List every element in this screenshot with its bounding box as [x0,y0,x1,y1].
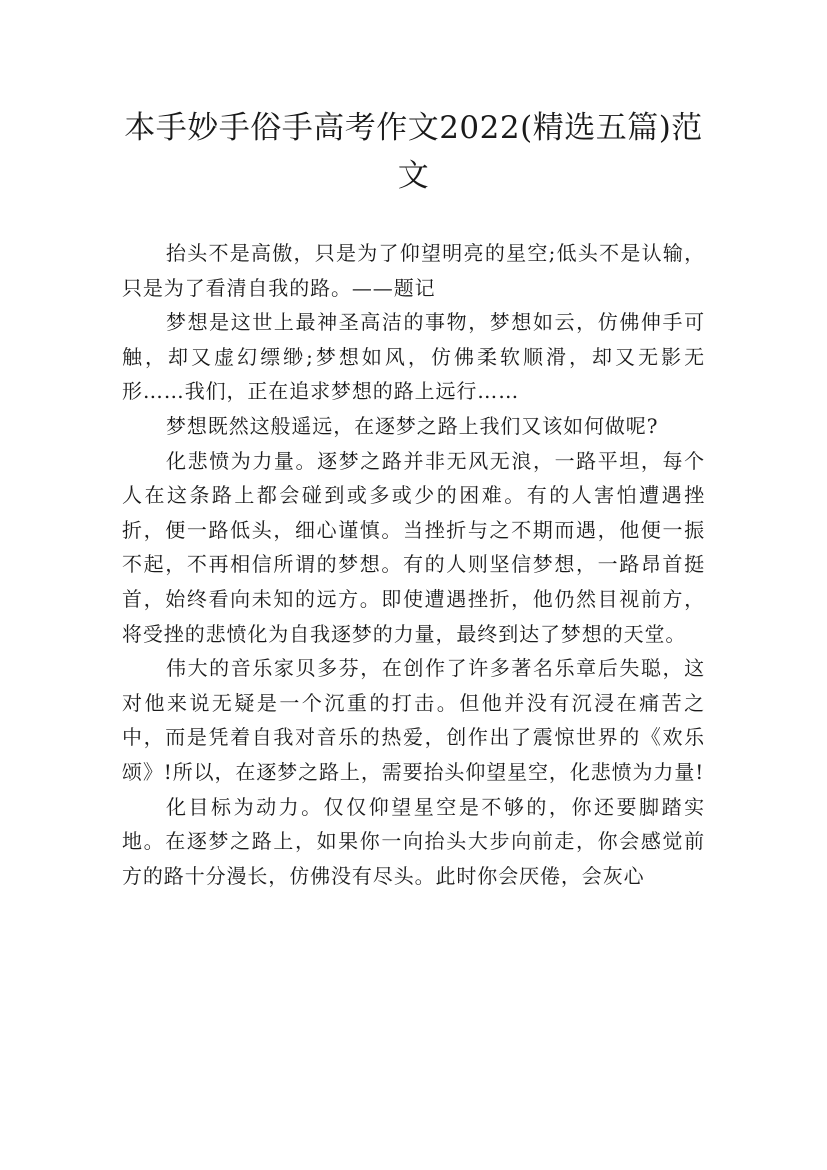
paragraph: 梦想既然这般遥远，在逐梦之路上我们又该如何做呢? [166,413,659,438]
paragraph: 伟大的音乐家贝多芬，在创作了许多著名乐章后失聪，这对他来说无疑是一个沉重的打击。但他并没有沉浸在痛苦之中，而是凭着自我对音乐的热爱，创作出了震惊世界的《欢乐颂》!所以，在逐梦之路上，需要抬头仰望星空，化悲愤为力量! [122,656,705,784]
paragraph: 化悲愤为力量。逐梦之路并非无风无浪，一路平坦，每个人在这条路上都会碰到或多或少的困难。有的人害怕遭遇挫折，便一路低头，细心谨慎。当挫折与之不期而遇，他便一振不起，不再相信所谓的梦想。有的人则坚信梦想，一路昂首挺首，始终看向未知的远方。即使遭遇挫折，他仍然目视前方，将受挫的悲愤化为自我逐梦的力量，最终到达了梦想的天堂。 [122,448,705,646]
document-body [122,236,705,893]
paragraph-epigraph: 抬头不是高傲，只是为了仰望明亮的星空;低头不是认输，只是为了看清自我的路。——题记 [122,241,705,300]
document-title: 本手妙手俗手高考作文2022(精选五篇)范文 [124,110,703,194]
paragraph: 化目标为动力。仅仅仰望星空是不够的，你还要脚踏实地。在逐梦之路上，如果你一向抬头大步向前走，你会感觉前方的路十分漫长，仿佛没有尽头。此时你会厌倦，会灰心 [122,794,705,888]
paragraph: 梦想是这世上最神圣高洁的事物，梦想如云，仿佛伸手可触，却又虚幻缥缈;梦想如风，仿佛柔软顺滑，却又无影无形……我们，正在追求梦想的路上远行…… [122,310,705,404]
